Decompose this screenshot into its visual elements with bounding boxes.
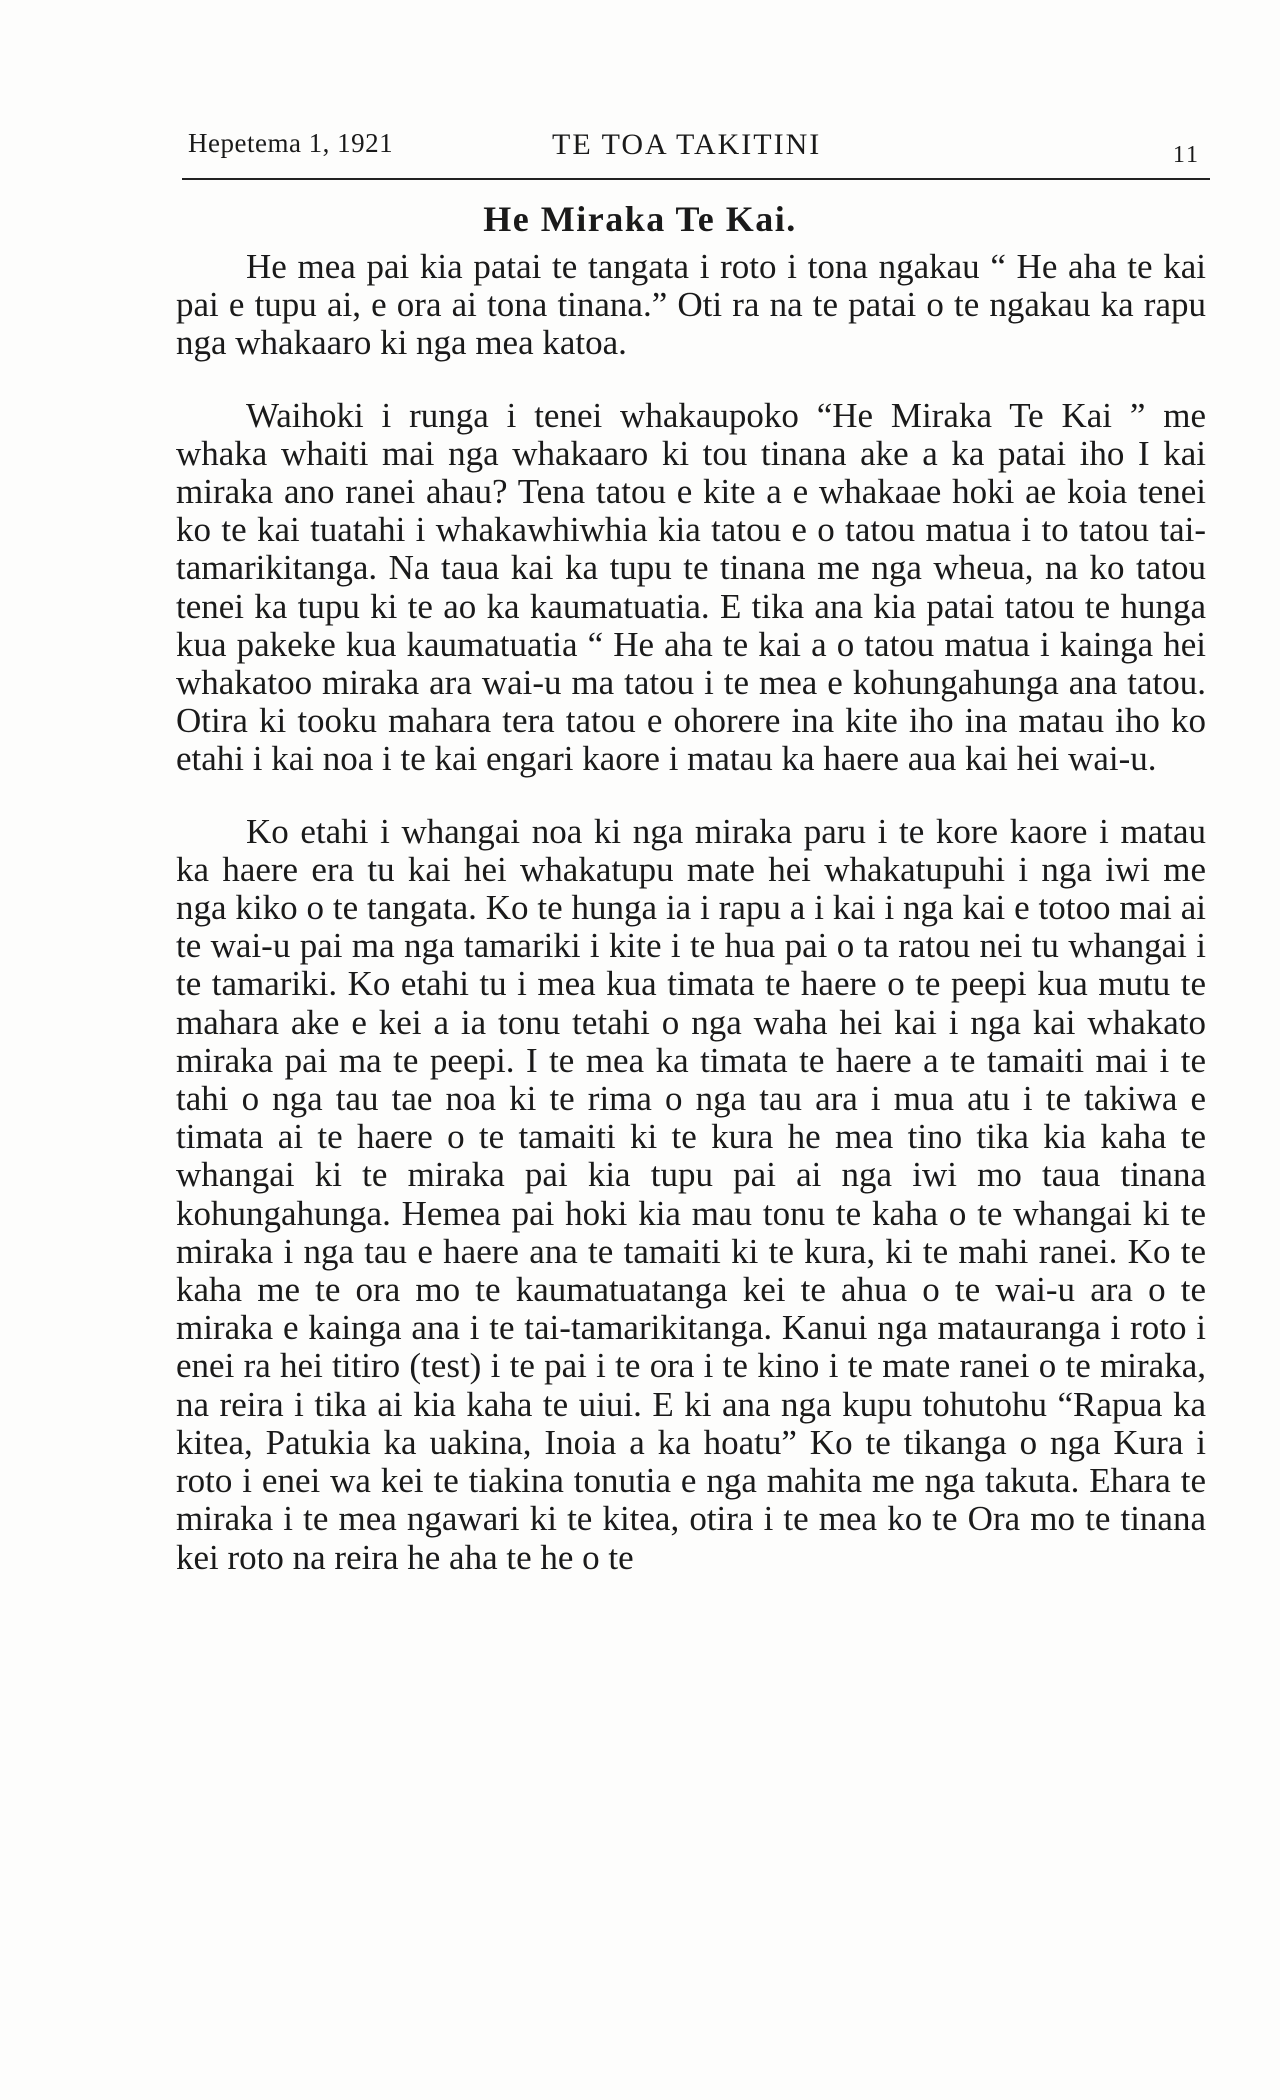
running-header bbox=[182, 128, 1210, 180]
paragraph-1: He mea pai kia patai te tangata i roto i tona ngakau “ He aha te kai pai e tupu ai, e ora ai tona tinana.” Oti ra na te patai o te ngakau ka rapu nga whakaaro ki nga mea katoa. bbox=[176, 247, 1206, 363]
issue-date: Hepetema 1, 1921 bbox=[188, 128, 394, 158]
paragraph-3: Ko etahi i whangai noa ki nga miraka paru i te kore kaore i matau ka haere era tu kai hei whakatupu mate hei whakatupuhi i nga iwi me nga kiko o te tangata. Ko te hunga ia i rapu a i kai i nga kai e totoo mai ai te wai-u pai ma nga tamariki i kite i te hua pai o ta ratou nei tu whangai i te tamariki. Ko etahi tu i mea kua timata te haere o te peepi kua mutu te mahara ake e kei a ia tonu tetahi o nga waha hei kai i nga kai whakato miraka pai ma te peepi. I te mea ka timata te haere a te tamaiti mai i te tahi o nga tau tae noa ki te rima o nga tau ara i mua atu i te takiwa e timata ai te haere o te tamaiti ki te kura he mea tino tika kia kaha te whangai ki te miraka pai kia tupu pai ai nga iwi mo taua tinana kohungahunga. Hemea pai hoki kia mau tonu te kaha o te whangai ki te miraka i nga tau e haere ana te tamaiti ki te kura, ki te mahi ranei. Ko te kaha me te ora mo te kaumatuatanga kei te ahua o te wai-u ara o te miraka e kainga ana i te tai-tamarikitanga. Kanui nga matauranga i roto i enei ra hei titiro (test) i te pai i te ora i te kino i te mate ranei o te miraka, na reira i tika ai kia kaha te uiui. E ki ana nga kupu tohutohu “Rapua ka kitea, Patukia ka uakina, Inoia a ka hoatu” Ko te tikanga o nga Kura i roto i enei wa kei te tiakina tonutia e nga mahita me nga takuta. Ehara te miraka i te mea ngawari ki te kitea, otira i te mea ko te Ora mo te tinana kei roto na reira he aha te he o te bbox=[176, 811, 1206, 1577]
article-body bbox=[176, 248, 1206, 1577]
paragraph-2: Waihoki i runga i tenei whakaupoko “He Miraka Te Kai ” me whaka whaiti mai nga whakaaro ki tou tinana ake a ka patai iho I kai miraka ano ranei ahau? Tena tatou e kite a e whakaae hoki ae koia tenei ko te kai tuatahi i whakawhiwhia kia tatou e o tatou matua i to tatou tai-tamarikitanga. Na taua kai ka tupu te tinana me nga wheua, na ko tatou tenei ka tupu ki te ao ka kaumatuatia. E tika ana kia patai tatou te hunga kua pakeke kua kaumatuatia “ He aha te kai a o tatou matua i kainga hei whakatoo miraka ara wai-u ma tatou i te mea e kohungahunga ana tatou. Otira ki tooku mahara tera tatou e ohorere ina kite iho ina matau iho ko etahi i kai noa i te kai engari kaore i matau ka haere aua kai hei wai-u. bbox=[176, 395, 1206, 779]
publication-title: TE TOA TAKITINI bbox=[552, 128, 822, 161]
page-number: 11 bbox=[1172, 142, 1200, 168]
article-title: He Miraka Te Kai. bbox=[483, 199, 797, 239]
